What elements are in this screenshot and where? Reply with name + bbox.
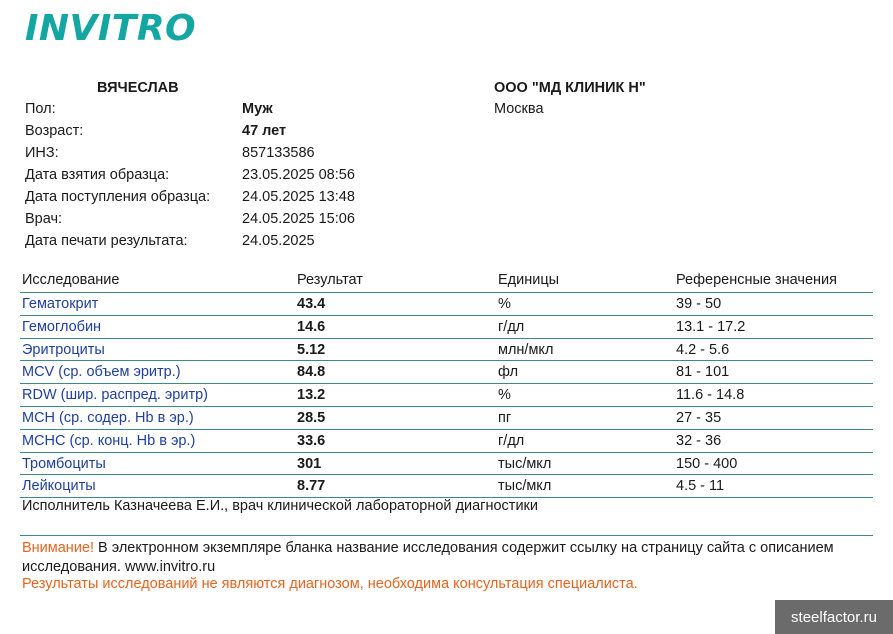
test-result: 84.8 [297,364,326,381]
test-name-link[interactable]: Эритроциты [22,341,105,358]
notice-warning: Внимание! [22,540,95,556]
patient-field-value: 47 лет [242,123,287,139]
divider [20,535,873,536]
test-name-link[interactable]: Гемоглобин [22,318,102,335]
test-reference: 150 - 400 [676,455,738,472]
table-row [20,360,873,383]
patient-field [25,145,625,167]
test-reference: 39 - 50 [676,296,722,312]
test-name-link[interactable]: MCHC (ср. конц. Hb в эр.) [22,432,196,449]
test-result: 28.5 [297,410,326,426]
patient-name: ВЯЧЕСЛАВ [97,80,179,96]
test-result: 33.6 [297,432,326,449]
watermark: steelfactor.ru [775,600,893,634]
table-row [20,429,873,452]
test-result: 301 [297,455,322,472]
test-unit: г/дл [498,318,525,335]
patient-field-label: Дата взятия образца: [25,167,170,183]
patient-field [25,233,625,255]
patient-field-value: Муж [242,101,273,117]
table-row [20,452,873,475]
test-name-link[interactable]: RDW (шир. распред. эритр) [22,387,208,404]
table-header [20,272,873,292]
patient-field-value: 24.05.2025 [242,233,315,249]
test-name-link[interactable]: MCV (ср. объем эритр.) [22,364,181,381]
test-unit: тыс/мкл [498,455,552,472]
clinic-name: ООО "МД КЛИНИК Н" [494,80,646,96]
test-unit: млн/мкл [498,341,554,358]
test-unit: пг [498,410,512,426]
patient-field [25,101,625,123]
test-result: 5.12 [297,341,326,358]
test-reference: 27 - 35 [676,410,722,426]
patient-field-value: 23.05.2025 08:56 [242,167,355,183]
header-test: Исследование [22,272,120,288]
test-result: 13.2 [297,387,326,404]
test-reference: 4.5 - 11 [676,478,725,495]
patient-field-label: ИНЗ: [25,145,59,161]
patient-field-value: 24.05.2025 13:48 [242,189,355,205]
header-units: Единицы [498,272,560,288]
patient-field-value: 857133586 [242,145,315,161]
test-unit: фл [498,364,519,381]
header-result: Результат [297,272,363,288]
patient-field-value: 24.05.2025 15:06 [242,211,355,227]
test-name-link[interactable]: Лейкоциты [22,478,96,495]
table-row [20,315,873,338]
notice [22,539,882,577]
test-result: 43.4 [297,296,326,312]
test-unit: тыс/мкл [498,478,552,495]
table-row [20,292,873,315]
test-result: 8.77 [297,478,326,495]
table-row [20,406,873,429]
patient-field-label: Дата печати результата: [25,233,188,249]
patient-field [25,211,625,233]
test-name-link[interactable]: Тромбоциты [22,455,106,472]
test-reference: 81 - 101 [676,364,730,381]
performer: Исполнитель Казначеева Е.И., врач клинической лабораторной диагностики [22,498,538,514]
test-reference: 32 - 36 [676,432,722,449]
table-row [20,383,873,406]
patient-field-label: Пол: [25,101,56,117]
disclaimer: Результаты исследований не являются диагнозом, необходима консультация специалиста. [22,576,638,592]
header-reference: Референсные значения [676,272,837,288]
table-row [20,474,873,497]
test-reference: 13.1 - 17.2 [676,318,746,335]
patient-field [25,189,625,211]
test-reference: 4.2 - 5.6 [676,341,730,358]
test-unit: % [498,296,511,312]
notice-text: В электронном экземпляре бланка название исследования содержит ссылку на страницу сайта с описанием исследования. www.invitro.ru [22,540,834,575]
patient-field [25,123,625,145]
test-reference: 11.6 - 14.8 [676,387,745,404]
test-unit: г/дл [498,432,525,449]
test-name-link[interactable]: MCH (ср. содер. Hb в эр.) [22,410,194,426]
test-result: 14.6 [297,318,326,335]
patient-field-label: Возраст: [25,123,84,139]
patient-field-label: Дата поступления образца: [25,189,211,205]
patient-field-label: Врач: [25,211,63,227]
patient-field [25,167,625,189]
clinic-city: Москва [494,101,544,117]
invitro-logo: INVITRO [25,8,197,49]
test-name-link[interactable]: Гематокрит [22,296,99,312]
table-row [20,338,873,361]
test-unit: % [498,387,511,404]
